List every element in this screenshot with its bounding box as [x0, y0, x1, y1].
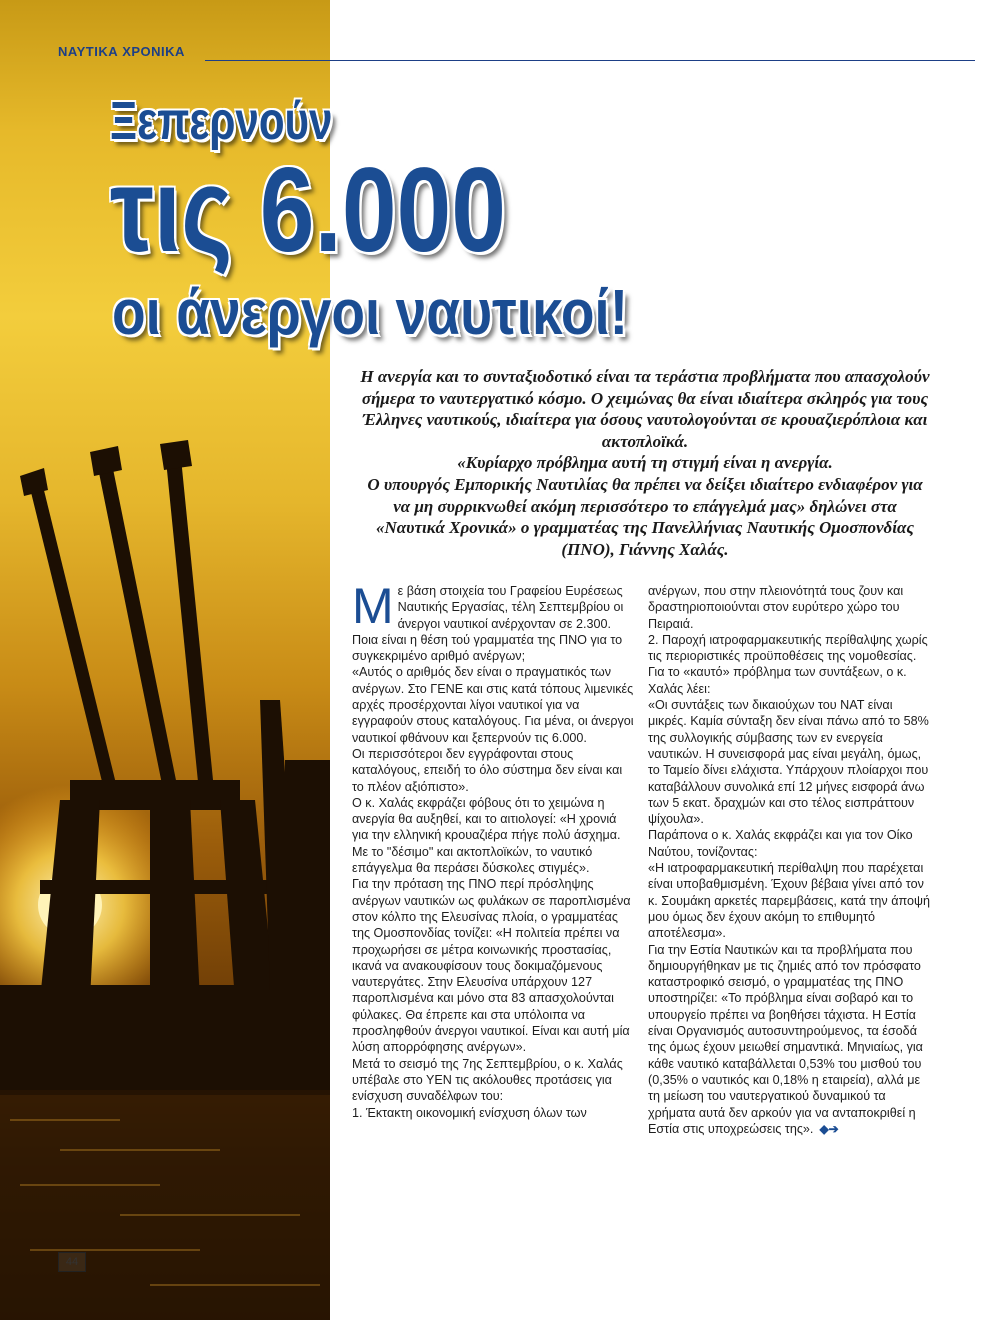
body-text: Για την Εστία Ναυτικών και τα προβλήματα που δημιουργήθηκαν με τις ζημιές από τον πρόσφατο καταστροφικό σεισμό, ο γραμματέας της ΠΝΟ υποστηρίζει: «Το πρόβλημα είναι σοβαρό και το υπουργείο πρέπει να βοηθήσει τάχιστα. Η Εστία είναι Οργανισμός αυτοσυντηρούμενος, τα έσοδά της όμως έχουν μειωθεί σημαντικά. Μηνιαίως, για κάθε ναυτικό καταβάλλεται 0,53% του μισθού του (0,35% ο ναυτικός και 0,18% η εταιρεία), αλλά με τη μείωση του ναυτεργατικού δυναμικού τα χρήματα αυτά δεν αρκούν για να ανταποκριθεί η Εστία στις υποχρεώσεις της». — [648, 942, 923, 1136]
lead-text-3: Ο υπουργός Εμπορικής Ναυτιλίας θα πρέπει να δείξει ιδιαίτερο ενδιαφέρον για να μη συρρικνωθεί ακόμη περισσότερο το επάγγελμά μας» δηλώνει στα «Ναυτικά Χρονικά» ο γραμματέας της Πανελλήνιας Ναυτικής Ομοσπονδίας (ΠΝΟ), Γιάννης Χαλάς. — [367, 474, 923, 559]
lead-paragraph — [360, 366, 930, 560]
running-head: ΝΑΥΤΙΚΑ ΧΡΟΝΙΚΑ — [58, 44, 185, 59]
body-paragraph: «Αυτός ο αριθμός δεν είναι ο πραγματικός των ανέργων. Στο ΓΕΝΕ και στις κατά τόπους λιμενικές αρχές προσέρχονται λίγοι ναυτικοί για να εγγραφούν στους καταλόγους. Για μένα, οι άνεργοι ναυτικοί φθάνουν και ξεπερνούν τις 6.000. — [352, 665, 634, 745]
body-paragraph: «Η ιατροφαρμακευτική περίθαλψη που παρέχεται είναι υποβαθμισμένη. Έχουν βέβαια γίνει από τον κ. Σουμάκη αρκετές παρεμβάσεις, κατά την άποψή μου όμως δεν έχουν ακόμη το επιθυμητό αποτέλεσμα». — [648, 861, 930, 941]
lead-text-1: Η ανεργία και το συνταξιοδοτικό είναι τα τεράστια προβλήματα που απασχολούν σήμερα το ναυτεργατικό κόσμο. Ο χειμώνας θα είναι ιδιαίτερα σκληρός για τους Έλληνες ναυτικούς, ιδιαίτερα για όσους ναυτολογούνται σε κρουαζιερόπλοια και ακτοπλοϊκά. — [360, 367, 930, 451]
headline-line-2: τις 6.000 — [110, 143, 507, 277]
body-paragraph: Ο κ. Χαλάς εκφράζει φόβους ότι το χειμώνα η ανεργία θα αυξηθεί, και το αιτιολογεί: «Η χρονιά για την ελληνική κρουαζιέρα πήγε πολύ άσχημα. Με το "δέσιμο" και ακτοπλοϊκών, το ναυτικό επάγγελμα θα περάσει δύσκολες στιγμές». — [352, 795, 621, 876]
body-paragraph — [648, 942, 930, 1138]
body-paragraph: Παράπονα ο κ. Χαλάς εκφράζει και για τον Οίκο Ναύτου, τονίζοντας: — [648, 828, 913, 859]
body-text: ε βάση στοιχεία του Γραφείου Ευρέσεως Ναυτικής Εργασίας, τέλη Σεπτεμβρίου οι άνεργοι ναυτικοί ανέρχονταν σε 2.300. Ποια είναι η θέση τού γραμματέα της ΠΝΟ για το συγκεκριμένο αριθμό ανέργων; — [352, 584, 624, 664]
headline-line-1: Ξεπερνούν — [110, 91, 333, 151]
body-column-right — [648, 583, 930, 1137]
body-paragraph: ανέργων, που στην πλειονότητά τους ζουν και δραστηριοποιούνται στον ευρύτερο χώρο του Πειραιά. — [648, 584, 904, 631]
body-paragraph: Για το «καυτό» πρόβλημα των συντάξεων, ο κ. Χαλάς λέει: — [648, 665, 907, 696]
body-paragraph: «Οι συντάξεις των δικαιούχων του ΝΑΤ είναι μικρές. Καμία σύνταξη δεν είναι πάνω από το 58% της συλλογικής σύμβασης των εν ενεργεία ναυτικών. Η συνεισφορά μας είναι μεγάλη, όμως, το Ταμείο δίνει ελάχιστα. Υπάρχουν πλοίαρχοι που καταβάλλουν συνολικά επί 12 μήνες εισφορά άνω των 5 εκατ. δραχμών και στο τέλος εισπράττουν ψίχουλα». — [648, 698, 929, 827]
body-column-left — [352, 578, 634, 1121]
body-paragraph: Για την πρόταση της ΠΝΟ περί πρόσληψης ανέργων ναυτικών ως φυλάκων σε παροπλισμένα στον κόλπο της Ελευσίνας πλοία, ο γραμματέας της Ομοσπονδίας τονίζει: «Η πολιτεία πρέπει να προχωρήσει σε μέτρα κοινωνικής προστασίας, ικανά να ανακουφίσουν τους δοκιμαζόμενους ναυτεργάτες. Στην Ελευσίνα υπάρχουν 127 παροπλισμένα και μόνο στα 83 απασχολούνται φύλακες. Θα έπρεπε και στα υπόλοιπα να προσληφθούν άνεργοι ναυτικοί. Είναι και αυτή μία λύση απορρόφησης ανέργων». — [352, 877, 631, 1055]
body-paragraph: 2. Παροχή ιατροφαρμακευτικής περίθαλψης χωρίς τις περιοριστικές προϋποθέσεις της νομοθεσίας. — [648, 632, 928, 664]
drop-cap: Μ — [352, 578, 394, 634]
body-paragraph: 1. Έκτακτη οικονομική ενίσχυση όλων των — [352, 1105, 587, 1120]
cranes — [0, 440, 330, 1095]
page-number: 44 — [58, 1252, 86, 1272]
header-rule — [205, 60, 975, 61]
body-paragraph: Μετά το σεισμό της 7ης Σεπτεμβρίου, ο κ. Χαλάς υπέβαλε στο ΥΕΝ τις ακόλουθες προτάσεις για ενίσχυση συναδέλφων του: — [352, 1056, 623, 1104]
end-of-article-icon: ◆➔ — [819, 1121, 839, 1136]
body-paragraph — [352, 578, 634, 664]
body-paragraph: Οι περισσότεροι δεν εγγράφονται στους καταλόγους, επειδή το όλο σύστημα δεν είναι και το πλέον αξιόπιστο». — [352, 746, 623, 794]
lead-text-2: «Κυρίαρχο πρόβλημα αυτή τη στιγμή είναι η ανεργία. — [457, 453, 833, 473]
headline-line-3: οι άνεργοι ναυτικοί! — [112, 276, 629, 348]
